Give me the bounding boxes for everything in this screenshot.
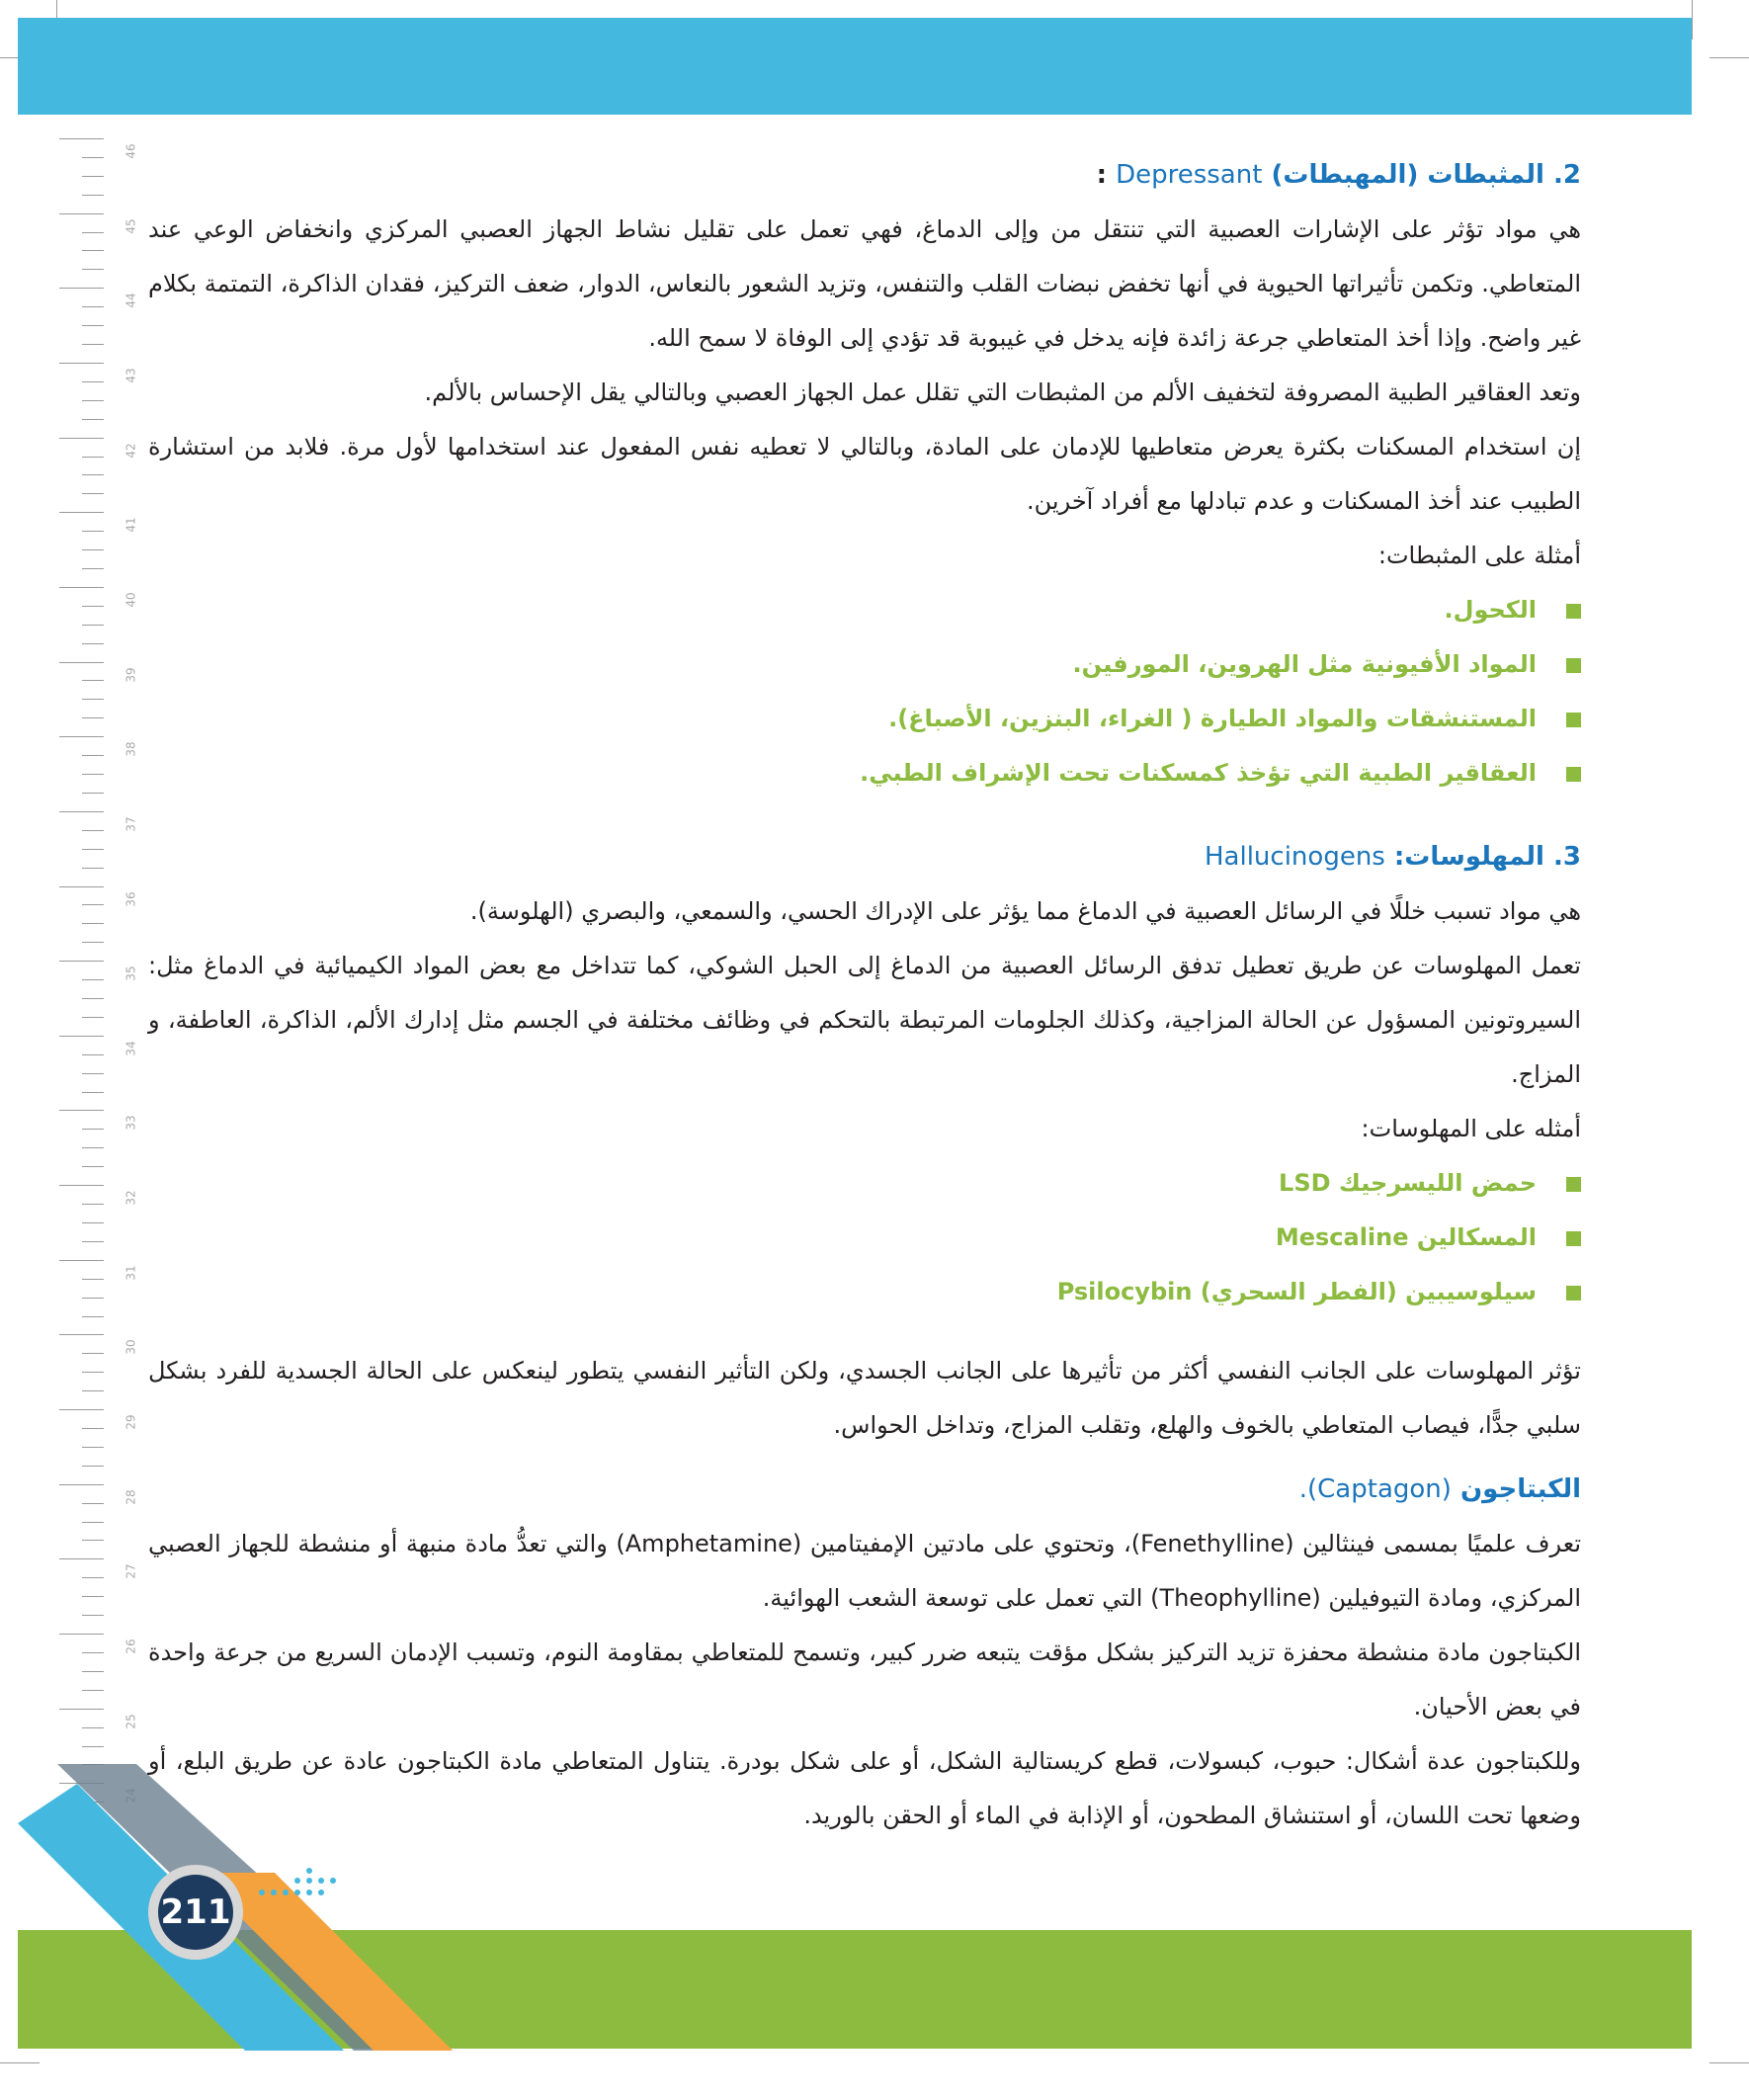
- ruler-tick: [82, 1671, 104, 1672]
- ruler-number: 30: [124, 1339, 138, 1356]
- ruler-tick: [59, 1260, 104, 1261]
- ruler-tick: [82, 1428, 104, 1429]
- ruler-tick: [82, 998, 104, 999]
- section-2-paragraph-2: وتعد العقاقير الطبية المصروفة لتخفيف الألم من المثبطات التي تقلل عمل الجهاز العصبي وبالتالي يقل الإحساس بالألم.: [424, 378, 1581, 406]
- ruler-number: 45: [124, 218, 138, 234]
- ruler-tick: [59, 1334, 104, 1335]
- section-3-examples-label: أمثله على المهلوسات:: [1361, 1115, 1581, 1142]
- ruler-number: 46: [124, 143, 138, 159]
- ruler-tick: [82, 774, 104, 775]
- section-number: 2.: [1553, 160, 1581, 190]
- ruler-tick: [82, 344, 104, 345]
- logo-dots-icon: [252, 1868, 351, 1907]
- ruler-tick: [82, 157, 104, 158]
- ruler-tick: [82, 1690, 104, 1691]
- captagon-paragraph-2: الكبتاجون مادة منشطة محفزة تزيد التركيز بشكل مؤقت يتبعه ضرر كبير، وتسمح للمتعاطي بمقاومة النوم، وتسبب الإدمان السريع من جرعة واحدة في بعض الأحيان.: [148, 1638, 1581, 1721]
- bullet-square-icon: [1566, 1177, 1581, 1192]
- list-item-text: العقاقير الطبية التي تؤخذ كمسكنات تحت الإشراف الطبي.: [860, 759, 1537, 787]
- list-item: [148, 1211, 1581, 1265]
- ruler-tick: [82, 1353, 104, 1354]
- ruler-number: 31: [124, 1265, 138, 1281]
- ruler-number: 38: [124, 741, 138, 757]
- ruler-tick: [82, 979, 104, 980]
- list-item-text: سيلوسيبين (الفطر السحري) Psilocybin: [1056, 1278, 1537, 1305]
- ruler-tick: [82, 1147, 104, 1148]
- ruler-number: 41: [124, 517, 138, 533]
- section-2-examples-label: أمثلة على المثبطات:: [1377, 542, 1581, 569]
- ruler-tick: [82, 493, 104, 494]
- ruler-tick: [82, 1466, 104, 1467]
- ruler-tick: [82, 1727, 104, 1728]
- list-item: [148, 1156, 1581, 1211]
- section-title-en: Hallucinogens: [1205, 842, 1385, 872]
- bullet-square-icon: [1566, 767, 1581, 782]
- ruler-number: 25: [124, 1714, 138, 1729]
- ruler-tick: [82, 325, 104, 326]
- ruler-tick: [82, 306, 104, 307]
- ruler-number: 39: [124, 666, 138, 683]
- ruler-number: 40: [124, 592, 138, 608]
- crop-mark: [0, 2062, 40, 2063]
- ruler-tick: [82, 717, 104, 718]
- ruler-tick: [82, 1222, 104, 1223]
- ruler-tick: [82, 400, 104, 401]
- ruler-tick: [82, 474, 104, 475]
- ruler-tick: [82, 176, 104, 177]
- bullet-square-icon: [1566, 1231, 1581, 1246]
- ruler-number: 43: [124, 368, 138, 383]
- ruler-tick: [82, 923, 104, 924]
- ruler-tick: [82, 1092, 104, 1093]
- ruler-tick: [82, 1298, 104, 1299]
- ruler-tick: [82, 755, 104, 756]
- ruler-tick: [59, 138, 104, 139]
- ruler-number: 28: [124, 1489, 138, 1505]
- ruler-tick: [82, 1746, 104, 1747]
- ruler-number: 37: [124, 816, 138, 832]
- ruler-tick: [82, 1241, 104, 1242]
- ruler-tick: [82, 942, 104, 943]
- ruler-tick: [82, 250, 104, 251]
- list-item-text: الكحول.: [1444, 596, 1537, 624]
- list-item-text: حمض الليسرجيك LSD: [1279, 1169, 1537, 1197]
- heading-colon: :: [1096, 160, 1108, 190]
- ruler-tick: [82, 419, 104, 420]
- ruler-tick: [59, 438, 104, 439]
- ruler-tick: [82, 699, 104, 700]
- crop-mark: [1709, 57, 1749, 58]
- ruler-tick: [82, 1652, 104, 1653]
- list-item: [148, 746, 1581, 800]
- crop-mark: [1692, 0, 1693, 40]
- captagon-paragraph-3: وللكبتاجون عدة أشكال: حبوب، كبسولات، قطع كريستالية الشكل، أو على شكل بودرة. يتناول المتعاطي مادة الكبتاجون عادة عن طريق البلع، أو وضعها تحت اللسان، أو استنشاق المطحون، أو الإذابة في الماء أو الحقن بالوريد.: [148, 1747, 1581, 1829]
- ruler-tick: [82, 1372, 104, 1373]
- ruler-number: 29: [124, 1414, 138, 1430]
- section-3-paragraph-1: هي مواد تسبب خللًا في الرسائل العصبية في الدماغ مما يؤثر على الإدراك الحسي، والسمعي، والبصري (الهلوسة).: [469, 897, 1581, 925]
- ruler-number: 44: [124, 293, 138, 308]
- ruler-tick: [82, 1073, 104, 1074]
- list-item-text: المستنشقات والمواد الطيارة ( الغراء، البنزين، الأصباغ).: [888, 705, 1537, 732]
- bullet-square-icon: [1566, 604, 1581, 619]
- bullet-square-icon: [1566, 1286, 1581, 1301]
- ruler-tick: [59, 213, 104, 214]
- ruler-number: 32: [124, 1190, 138, 1206]
- captagon-paragraph-1: تعرف علميًا بمسمى فينثالين (Fenethylline)، وتحتوي على مادتين الإمفيتامين (Amphetamine) والتي تعدُّ مادة منبهة أو منشطة للجهاز العصبي المركزي، ومادة التيوفيلين (Theophylline) التي تعمل على توسعة الشعب الهوائية.: [148, 1530, 1582, 1612]
- ruler-tick: [82, 1054, 104, 1055]
- ruler-tick: [59, 1110, 104, 1111]
- ruler-tick: [59, 512, 104, 513]
- ruler-number: 26: [124, 1638, 138, 1654]
- ruler-tick: [82, 1615, 104, 1616]
- ruler-tick: [82, 1540, 104, 1541]
- section-3-heading: [148, 830, 1581, 884]
- captagon-heading: [148, 1463, 1581, 1517]
- ruler-tick: [82, 1166, 104, 1167]
- ruler-tick: [82, 457, 104, 458]
- ruler-tick: [59, 1036, 104, 1037]
- ruler-number: 36: [124, 890, 138, 907]
- ruler-tick: [59, 587, 104, 588]
- ruler-tick: [82, 1279, 104, 1280]
- list-item: [148, 1265, 1581, 1319]
- ruler-tick: [82, 680, 104, 681]
- ruler-tick: [59, 886, 104, 887]
- section-title: الكبتاجون: [1459, 1474, 1581, 1504]
- ruler-tick: [59, 1634, 104, 1635]
- ruler-tick: [82, 868, 104, 869]
- section-title: المثبطات (المهبطات): [1271, 160, 1544, 190]
- list-item-text: المواد الأفيونية مثل الهروين، المورفين.: [1072, 650, 1537, 678]
- section-title: المهلوسات:: [1393, 842, 1544, 872]
- header-band: [18, 18, 1692, 115]
- section-title-en: Depressant: [1116, 160, 1263, 190]
- section-2-paragraph-1: هي مواد تؤثر على الإشارات العصبية التي تنتقل من وإلى الدماغ، فهي تعمل على تقليل نشاط الجهاز العصبي المركزي وانخفاض الوعي عند المتعاطي. وتكمن تأثيراتها الحيوية في أنها تخفض نبضات القلب والتنفس، وتزيد الشعور بالنعاس، الدوار، ضعف التركيز، فقدان الذاكرة، التمتمة بكلام غير واضح. وإذا أخذ المتعاطي جرعة زائدة فإنه يدخل في غيبوبة قد تؤدي إلى الوفاة لا سمح الله.: [148, 215, 1581, 352]
- ruler-number: 34: [124, 1041, 138, 1056]
- ruler-tick: [59, 961, 104, 962]
- ruler-number: 42: [124, 442, 138, 459]
- ruler-tick: [59, 1484, 104, 1485]
- ruler-tick: [82, 531, 104, 532]
- ruler-tick: [59, 363, 104, 364]
- ruler-tick: [59, 736, 104, 737]
- section-title-en: (Captagon).: [1298, 1474, 1452, 1504]
- ruler-tick: [82, 381, 104, 382]
- section-3-paragraph-2: تعمل المهلوسات عن طريق تعطيل تدفق الرسائل العصبية من الدماغ إلى الحبل الشوكي، كما تتداخل مع بعض المواد الكيميائية في الدماغ مثل: السيروتونين المسؤول عن الحالة المزاجية، وكذلك الجلومات المرتبطة بالتحكم في وظائف مختلفة في الجسم مثل إدارك الألم، الذاكرة، العاطفة، و المزاج.: [148, 952, 1581, 1088]
- ruler-tick: [82, 232, 104, 233]
- ruler-tick: [82, 195, 104, 196]
- ruler-tick: [82, 1503, 104, 1504]
- ruler-tick: [59, 288, 104, 289]
- section-2-heading: [148, 148, 1581, 203]
- page-number: 211: [158, 1875, 233, 1950]
- ruler-tick: [82, 625, 104, 626]
- ruler-tick: [82, 568, 104, 569]
- ruler-tick: [82, 1017, 104, 1018]
- ruler-number: 35: [124, 966, 138, 981]
- section-2-paragraph-3: إن استخدام المسكنات بكثرة يعرض متعاطيها للإدمان على المادة، وبالتالي لا تعطيه نفس المفعول عند استخدامها لأول مرة. فلابد من استشارة الطبيب عند أخذ المسكنات و عدم تبادلها مع أفراد آخرين.: [148, 433, 1581, 515]
- ruler-tick: [82, 1316, 104, 1317]
- ruler-tick: [82, 849, 104, 850]
- ruler-tick: [82, 643, 104, 644]
- ruler-tick: [59, 1185, 104, 1186]
- ruler-tick: [82, 606, 104, 607]
- ruler-tick: [59, 1558, 104, 1559]
- ruler-tick: [82, 549, 104, 550]
- ruler-tick: [82, 1129, 104, 1130]
- list-item: [148, 583, 1581, 637]
- section-number: 3.: [1553, 842, 1581, 872]
- ruler-tick: [82, 904, 104, 905]
- section-3-paragraph-3: تؤثر المهلوسات على الجانب النفسي أكثر من تأثيرها على الجانب الجسدي، ولكن التأثير النفسي يتطور لينعكس على الحالة الجسدية للفرد بشكل سلبي جدًّا، فيصاب المتعاطي بالخوف والهلع، وتقلب المزاج، وتداخل الحواس.: [148, 1357, 1581, 1439]
- list-item: [148, 692, 1581, 746]
- side-ruler: [59, 138, 148, 1858]
- ruler-tick: [82, 1596, 104, 1597]
- ruler-number: 33: [124, 1115, 138, 1132]
- ruler-tick: [59, 1409, 104, 1410]
- ruler-tick: [82, 793, 104, 794]
- ruler-tick: [82, 269, 104, 270]
- ruler-tick: [59, 662, 104, 663]
- ruler-tick: [82, 1577, 104, 1578]
- ruler-tick: [82, 1522, 104, 1523]
- list-item-text: المسكالين Mescaline: [1275, 1223, 1537, 1251]
- ruler-tick: [59, 811, 104, 812]
- crop-mark: [1709, 2062, 1749, 2063]
- ruler-tick: [82, 1390, 104, 1391]
- ruler-tick: [59, 1709, 104, 1710]
- ruler-tick: [82, 830, 104, 831]
- ruler-number: 27: [124, 1563, 138, 1580]
- list-item: [148, 637, 1581, 692]
- ruler-tick: [82, 1204, 104, 1205]
- bullet-square-icon: [1566, 713, 1581, 727]
- ruler-tick: [82, 1447, 104, 1448]
- bullet-square-icon: [1566, 658, 1581, 673]
